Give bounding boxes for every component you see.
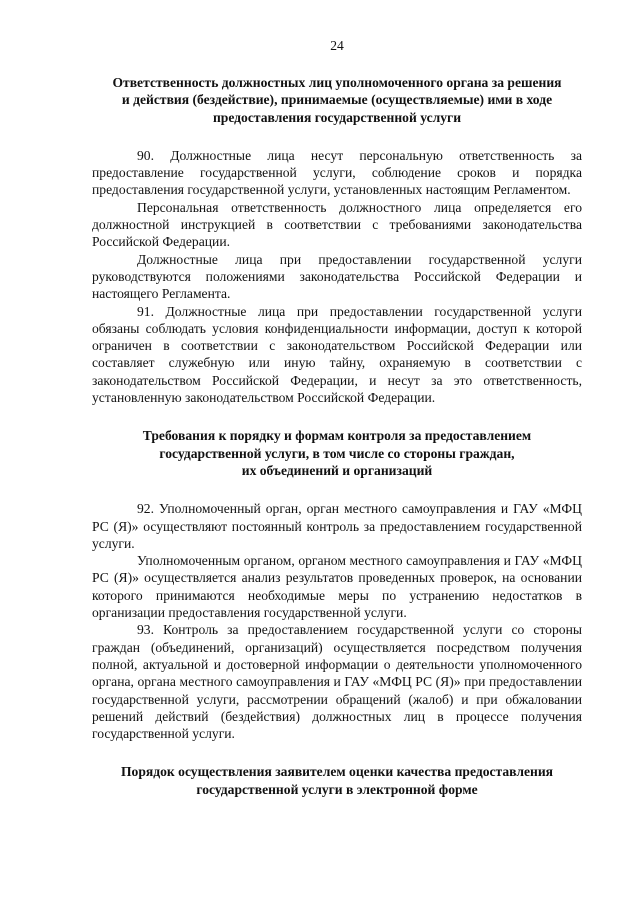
heading-line: и действия (бездействие), принимаемые (осуществляемые) ими в ходе [121, 92, 553, 108]
paragraph-officials-guided: Должностные лица при предоставлении государственной услуги руководствуются положениями законодательства Российской Федерации и настоящего Регламента. [92, 251, 582, 302]
paragraph-90: 90. Должностные лица несут персональную ответственность за предоставление государственной услуги, соблюдение сроков и порядка предоставления государственной услуги, установленных настоящим Регламентом. [92, 147, 582, 198]
heading-line: их объединений и организаций [241, 462, 433, 478]
section-heading-quality-assessment [92, 763, 582, 798]
heading-line: Ответственность должностных лиц уполномоченного органа за решения [112, 75, 562, 90]
paragraph-personal-responsibility: Персональная ответственность должностного лица определяется его должностной инструкцией в соответствии с требованиями законодательства Российской Федерации. [92, 199, 582, 250]
heading-line: Порядок осуществления заявителем оценки качества предоставления [120, 764, 554, 780]
section-heading-control-requirements [92, 427, 582, 479]
paragraph-analysis: Уполномоченным органом, органом местного самоуправления и ГАУ «МФЦ РС (Я)» осуществляется анализ результатов проведенных проверок, на основании которого принимаются необходимые меры по устранению недостатков в организации предоставления государственной услуги. [92, 553, 582, 621]
paragraph-93: 93. Контроль за предоставлением государственной услуги со стороны граждан (объединений, организаций) осуществляется посредством получения полной, актуальной и достоверной информации о деятельности уполномоченного органа, органа местного самоуправления и ГАУ «МФЦ РС (Я)» при предоставлении государственной услуги, рассмотрении обращений (жалоб) и при обжаловании решений действий (бездействия) должностных лиц в процессе получения государственной услуги. [92, 622, 582, 742]
heading-line: Требования к порядку и формам контроля за предоставлением [142, 428, 532, 444]
heading-line: государственной услуги, в том числе со стороны граждан, [159, 445, 515, 461]
page-number: 24 [330, 38, 344, 53]
heading-line: государственной услуги в электронной форме [196, 781, 478, 797]
paragraph-91: 91. Должностные лица при предоставлении государственной услуги обязаны соблюдать условия конфиденциальности информации, доступ к которой ограничен в соответствии с законодательством Российской Федерации или составляет служебную или иную тайну, охраняемую в соответствии с законодательством Российской Федерации, и несут за это ответственность, установленную законодательством Российской Федерации. [92, 303, 582, 406]
heading-line: предоставления государственной услуги [212, 109, 462, 125]
section-heading-responsibility [92, 74, 582, 126]
paragraph-92: 92. Уполномоченный орган, орган местного самоуправления и ГАУ «МФЦ РС (Я)» осуществляют постоянный контроль за предоставлением государственной услуги. [92, 501, 582, 551]
